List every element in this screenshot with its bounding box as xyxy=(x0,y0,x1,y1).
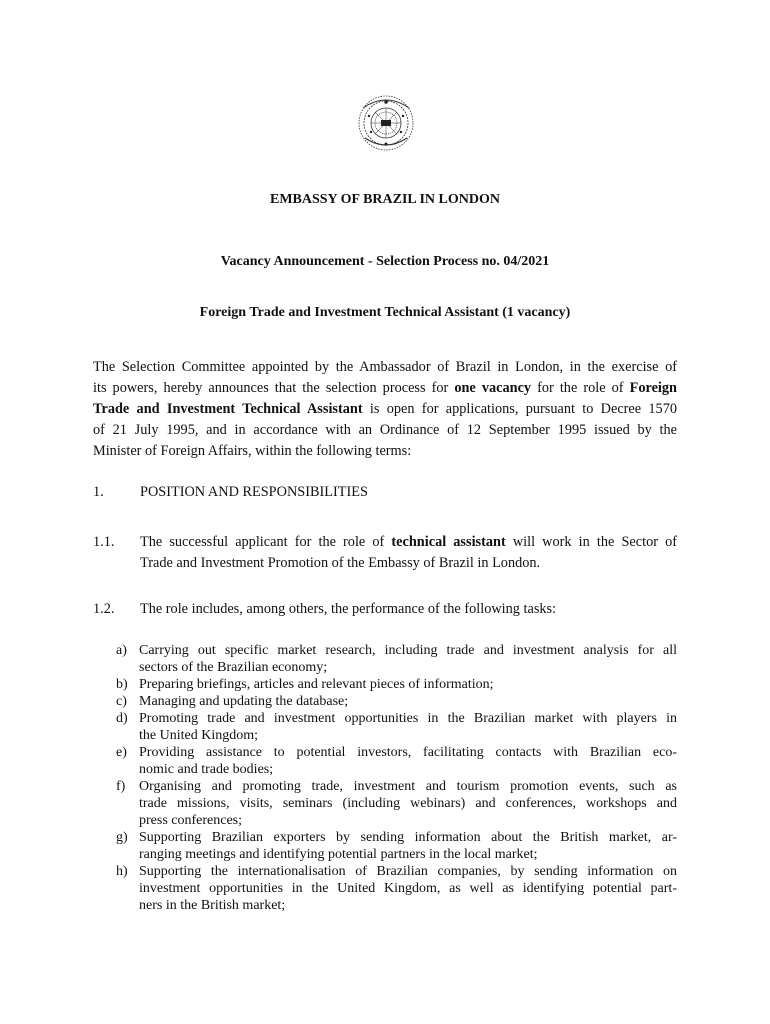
position-title: Foreign Trade and Investment Technical Assistant (1 vacancy) xyxy=(199,305,571,320)
task-line: Supporting the internationalisation of Brazilian companies, by sending information on xyxy=(139,864,677,879)
task-line: investment opportunities in the United Kingdom, as well as identifying potential part- xyxy=(139,881,677,896)
task-letter: h) xyxy=(116,864,128,879)
task-letter: c) xyxy=(116,694,127,709)
task-line: Preparing briefings, articles and relevant pieces of information; xyxy=(139,677,494,692)
task-line: Providing assistance to potential investors, facilitating contacts with Brazilian eco- xyxy=(139,745,677,760)
task-line: Carrying out specific market research, including trade and investment analysis for all xyxy=(139,643,677,658)
text-run: its powers, hereby announces that the selection process for xyxy=(93,380,455,396)
bold-text-run: Trade and Investment Technical Assistant xyxy=(93,401,363,417)
bold-text-run: Foreign xyxy=(629,380,677,396)
task-line: trade missions, visits, seminars (including webinars) and conferences, workshops and xyxy=(139,796,677,811)
task-letter: f) xyxy=(116,779,126,794)
paragraph-number: 1.1. xyxy=(93,534,115,550)
task-item xyxy=(116,676,677,693)
coat-of-arms-seal-icon xyxy=(357,94,415,152)
intro-line: Minister of Foreign Affairs, within the following terms: xyxy=(93,443,412,459)
task-item xyxy=(116,829,677,863)
text-run: for the role of xyxy=(531,380,630,396)
paragraph-number: 1.2. xyxy=(93,601,115,617)
task-line: ners in the British market; xyxy=(139,898,286,913)
task-line: Promoting trade and investment opportunities in the Brazilian market with players in xyxy=(139,711,677,726)
task-item xyxy=(116,778,677,829)
section-heading-text: POSITION AND RESPONSIBILITIES xyxy=(140,484,368,500)
task-line: the United Kingdom; xyxy=(139,728,258,743)
task-letter: a) xyxy=(116,643,127,658)
intro-paragraph xyxy=(93,357,677,462)
task-letter: d) xyxy=(116,711,128,726)
text-run: The successful applicant for the role of xyxy=(140,534,392,550)
bold-text-run: one vacancy xyxy=(454,380,532,396)
bold-text-run: technical assistant xyxy=(391,534,506,550)
task-line: press conferences; xyxy=(139,813,243,828)
paragraph-line: Trade and Investment Promotion of the Embassy of Brazil in London. xyxy=(140,555,541,571)
task-item xyxy=(116,710,677,744)
text-run: will work in the Sector of xyxy=(505,534,677,550)
task-line: Supporting Brazilian exporters by sending information about the British market, ar- xyxy=(139,830,677,845)
paragraph-line xyxy=(140,532,677,553)
task-line: nomic and trade bodies; xyxy=(139,762,274,777)
task-line: Organising and promoting trade, investment and tourism promotion events, such as xyxy=(139,779,677,794)
task-item xyxy=(116,863,677,914)
task-list xyxy=(116,642,677,914)
paragraph-body xyxy=(140,599,677,620)
paragraph-line: The role includes, among others, the performance of the following tasks: xyxy=(140,601,557,617)
text-run: is open for applications, pursuant to Decree 1570 xyxy=(362,401,678,417)
intro-line: of 21 July 1995, and in accordance with an Ordinance of 12 September 1995 issued by the xyxy=(93,422,677,438)
task-line: sectors of the Brazilian economy; xyxy=(139,660,328,675)
task-line: Managing and updating the database; xyxy=(139,694,349,709)
intro-line: The Selection Committee appointed by the Ambassador of Brazil in London, in the exercise of xyxy=(93,359,677,375)
task-letter: g) xyxy=(116,830,128,845)
task-letter: b) xyxy=(116,677,128,692)
task-item xyxy=(116,642,677,676)
section-number: 1. xyxy=(93,484,104,500)
task-line: ranging meetings and identifying potential partners in the local market; xyxy=(139,847,538,862)
paragraph-body xyxy=(140,532,677,574)
task-item xyxy=(116,744,677,778)
intro-line xyxy=(93,378,677,399)
org-title: EMBASSY OF BRAZIL IN LONDON xyxy=(269,192,500,207)
task-letter: e) xyxy=(116,745,127,760)
task-item xyxy=(116,693,677,710)
intro-line xyxy=(93,399,677,420)
announcement-title: Vacancy Announcement - Selection Process no. 04/2021 xyxy=(220,254,550,269)
